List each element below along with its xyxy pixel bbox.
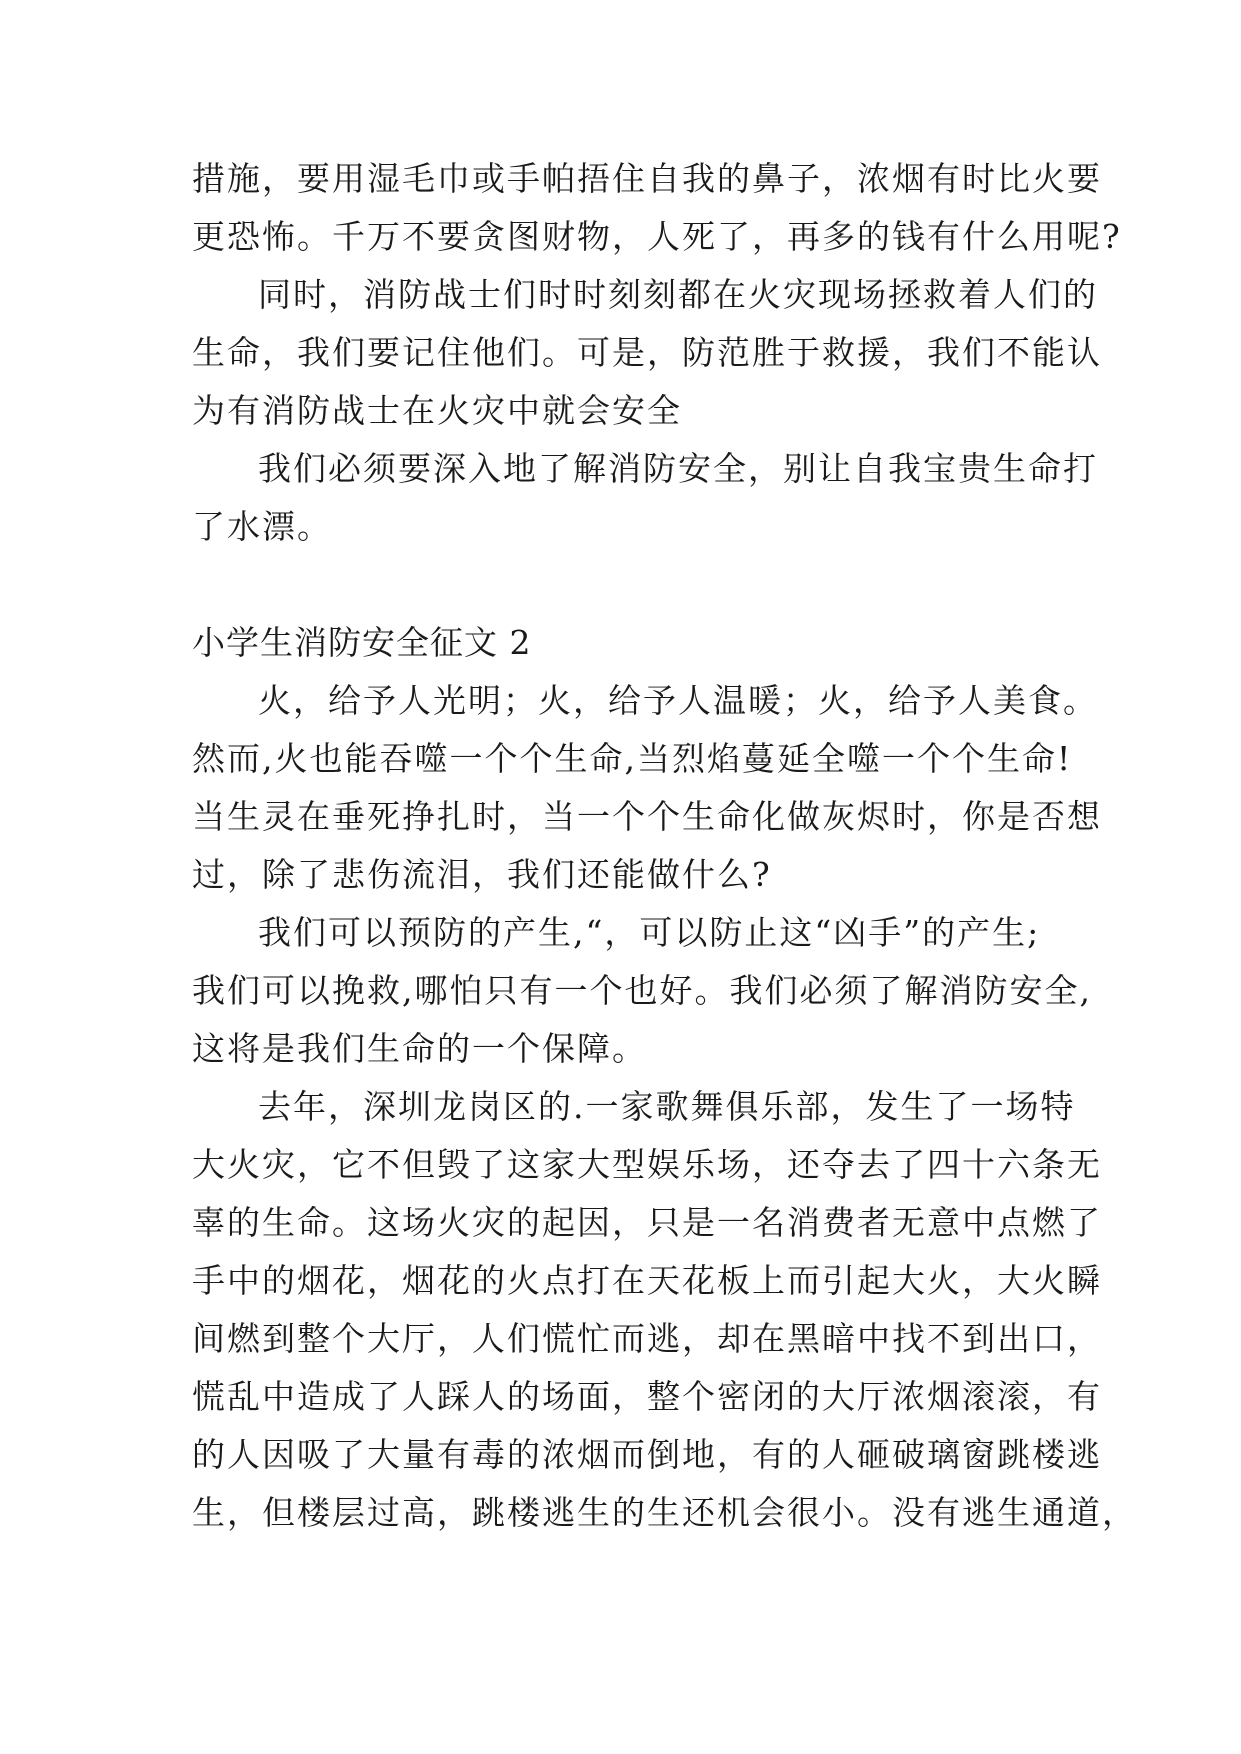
- paragraph-line: 了水漂。: [192, 507, 332, 546]
- paragraph-line: 然而,火也能吞噬一个个生命,当烈焰蔓延全噬一个个生命!: [192, 739, 1073, 778]
- document-body: [192, 150, 1137, 1542]
- paragraph-line: 更恐怖。千万不要贪图财物，人死了，再多的钱有什么用呢?: [192, 217, 1122, 256]
- paragraph-line: 我们必须要深入地了解消防安全，别让自我宝贵生命打: [258, 449, 1098, 488]
- section-title: 小学生消防安全征文 2: [192, 623, 532, 662]
- paragraph-line: 火，给予人光明；火，给予人温暖；火，给予人美食。: [258, 681, 1098, 720]
- paragraph-6: [192, 1078, 1137, 1542]
- paragraph-line: 手中的烟花，烟花的火点打在天花板上而引起大火，大火瞬: [192, 1261, 1102, 1300]
- section-spacer: [192, 556, 1072, 614]
- paragraph-line: 去年，深圳龙岗区的.一家歌舞俱乐部，发生了一场特: [258, 1087, 1076, 1126]
- paragraph-2: [192, 266, 1102, 440]
- paragraph-line: 大火灾，它不但毁了这家大型娱乐场，还夺去了四十六条无: [192, 1145, 1102, 1184]
- paragraph-1: [192, 150, 1122, 266]
- paragraph-line: 慌乱中造成了人踩人的场面，整个密闭的大厅浓烟滚滚，有: [192, 1377, 1102, 1416]
- paragraph-line: 措施，要用湿毛巾或手帕捂住自我的鼻子，浓烟有时比火要: [192, 159, 1102, 198]
- paragraph-3: [192, 440, 1098, 556]
- paragraph-line: 我们可以预防的产生,“，可以防止这“凶手”的产生;: [258, 913, 1041, 952]
- paragraph-line: 生命，我们要记住他们。可是，防范胜于救援，我们不能认: [192, 333, 1102, 372]
- paragraph-line: 辜的生命。这场火灾的起因，只是一名消费者无意中点燃了: [192, 1203, 1102, 1242]
- paragraph-5: [192, 904, 1092, 1078]
- paragraph-line: 生，但楼层过高，跳楼逃生的生还机会很小。没有逃生通道，: [192, 1493, 1137, 1532]
- paragraph-4: [192, 672, 1102, 904]
- paragraph-line: 同时，消防战士们时时刻刻都在火灾现场拯救着人们的: [258, 275, 1098, 314]
- paragraph-line: 我们可以挽救,哪怕只有一个也好。我们必须了解消防安全,: [192, 971, 1092, 1010]
- paragraph-line: 过，除了悲伤流泪，我们还能做什么?: [192, 855, 772, 894]
- paragraph-line: 为有消防战士在火灾中就会安全: [192, 391, 682, 430]
- paragraph-line: 的人因吸了大量有毒的浓烟而倒地，有的人砸破璃窗跳楼逃: [192, 1435, 1102, 1474]
- paragraph-line: 当生灵在垂死挣扎时，当一个个生命化做灰烬时，你是否想: [192, 797, 1102, 836]
- paragraph-line: 间燃到整个大厅，人们慌忙而逃，却在黑暗中找不到出口，: [192, 1319, 1102, 1358]
- paragraph-line: 这将是我们生命的一个保障。: [192, 1029, 647, 1068]
